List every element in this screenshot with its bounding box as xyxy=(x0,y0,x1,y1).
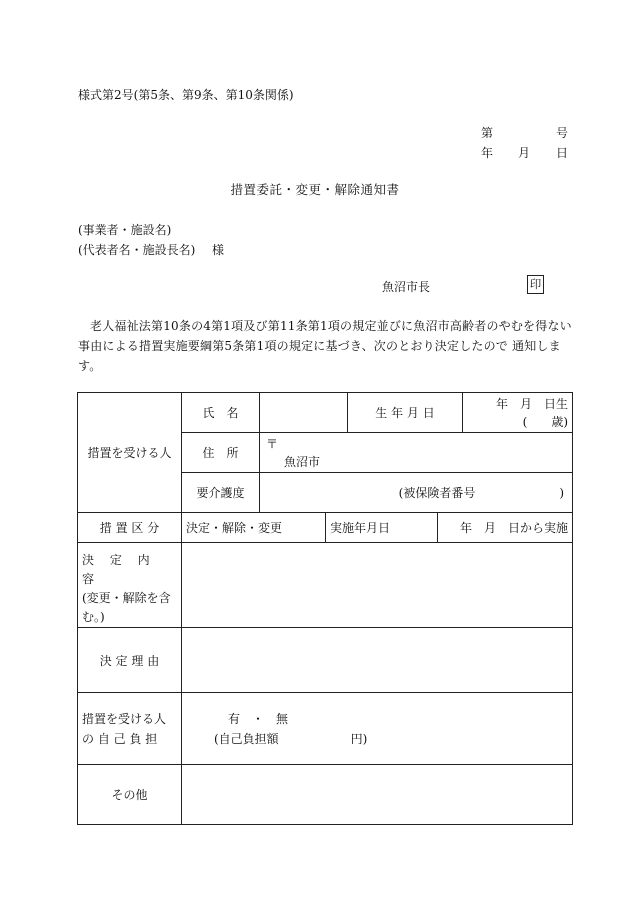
measure-table xyxy=(77,392,573,825)
burden-label-line2: の 自 己 負 担 xyxy=(82,731,158,746)
decision-value xyxy=(182,543,573,628)
seal-stamp: 印 xyxy=(527,275,544,294)
address-value-cell xyxy=(260,433,573,473)
burden-choice: 有 ・ 無 xyxy=(228,711,289,726)
person-label: 措置を受ける人 xyxy=(78,393,182,513)
postal-mark: 〒 xyxy=(266,436,279,451)
date-year: 年 xyxy=(481,146,494,160)
impl-date-label: 実施年月日 xyxy=(326,513,438,543)
insured-number: (被保険者番号 ) xyxy=(260,473,573,513)
address-value: 魚沼市 xyxy=(284,454,321,469)
care-level-label: 要介護度 xyxy=(182,473,260,513)
age: ( 歳) xyxy=(522,414,569,429)
category-label: 措 置 区 分 xyxy=(78,513,182,543)
birth-label: 生 年 月 日 xyxy=(348,393,463,433)
date-day: 日 xyxy=(556,146,569,160)
notice-body: 老人福祉法第10条の4第1項及び第11条第1項の規定並びに魚沼市高齢者のやむを得ない事由による措置実施要綱第5条第1項の規定に基づき、次のとおり決定したので 通知します。 xyxy=(78,319,572,373)
decision-label-main: 決 定 内 容 xyxy=(82,553,156,586)
sender-name: 魚沼市長 xyxy=(382,280,431,294)
name-value xyxy=(260,393,348,433)
address-label: 住 所 xyxy=(182,433,260,473)
document-title: 措置委託・変更・解除通知書 xyxy=(230,182,400,197)
decision-label xyxy=(78,543,182,628)
birth-date: 年 月 日生 xyxy=(496,396,569,411)
burden-value xyxy=(182,693,573,765)
birth-value xyxy=(463,393,573,433)
name-label: 氏 名 xyxy=(182,393,260,433)
doc-no-suffix: 号 xyxy=(556,126,569,140)
decision-label-note: (変更・解除を含む。) xyxy=(82,591,171,624)
addressee-business: (事業者・施設名) xyxy=(78,223,172,237)
other-value xyxy=(182,765,573,825)
burden-label xyxy=(78,693,182,765)
doc-no-prefix: 第 xyxy=(481,126,494,140)
burden-label-line1: 措置を受ける人 xyxy=(82,711,167,726)
addressee-representative: (代表者名・施設長名) xyxy=(78,243,196,257)
addressee-honorific: 様 xyxy=(212,243,225,257)
burden-amount: (自己負担額 円) xyxy=(214,731,368,746)
category-value: 決定・解除・変更 xyxy=(182,513,326,543)
reason-label: 決 定 理 由 xyxy=(78,628,182,693)
other-label: その他 xyxy=(78,765,182,825)
form-number: 様式第2号(第5条、第9条、第10条関係) xyxy=(78,88,294,102)
date-month: 月 xyxy=(518,146,531,160)
reason-value xyxy=(182,628,573,693)
impl-date-value: 年 月 日から実施 xyxy=(438,513,573,543)
